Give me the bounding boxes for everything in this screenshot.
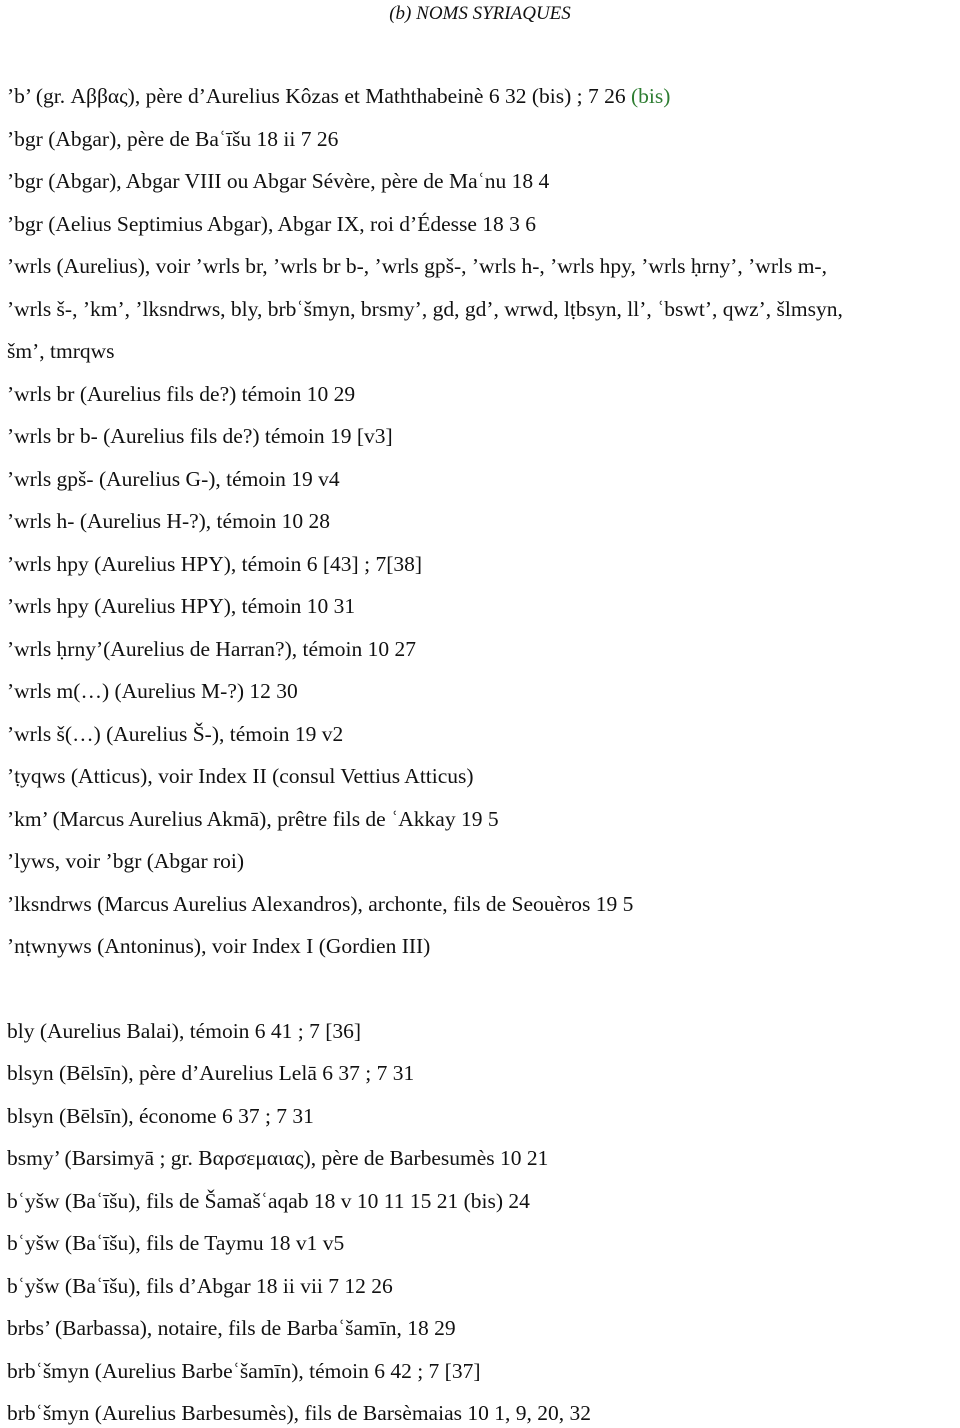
index-entry: brbʿšmyn (Aurelius Barbesumès), fils de Barsèmaias 10 1, 9, 20, 32 — [7, 1401, 591, 1425]
index-entry: ’wrls (Aurelius), voir ’wrls br, ’wrls br b-, ’wrls gpš-, ’wrls h-, ’wrls hpy, ’wrls ḥrny’, ’wrls m-, — [7, 254, 827, 278]
bis-note: (bis) — [630, 84, 671, 108]
index-entry: ’nṭwnyws (Antoninus), voir Index I (Gordien III) — [7, 934, 431, 958]
index-entry: brbs’ (Barbassa), notaire, fils de Barbaʿšamīn, 18 29 — [7, 1316, 456, 1340]
index-entry: ’ṭyqws (Atticus), voir Index II (consul Vettius Atticus) — [7, 764, 474, 788]
index-entry: ’lksndrws (Marcus Aurelius Alexandros), archonte, fils de Seouèros 19 5 — [7, 892, 634, 916]
index-entry: bsmy’ (Barsimyā ; gr. Βαρσεμαιας), père de Barbesumès 10 21 — [7, 1146, 549, 1170]
index-entry: ’wrls hpy (Aurelius HPY), témoin 6 [43] ; 7[38] — [7, 552, 423, 576]
index-entry: ’wrls br b- (Aurelius fils de?) témoin 19 [v3] — [7, 424, 393, 448]
index-entry: brbʿšmyn (Aurelius Barbeʿšamīn), témoin 6 42 ; 7 [37] — [7, 1359, 481, 1383]
index-entry: ’wrls br (Aurelius fils de?) témoin 10 29 — [7, 382, 356, 406]
index-entry: blsyn (Bēlsīn), économe 6 37 ; 7 31 — [7, 1104, 314, 1128]
index-entry: ’bgr (Abgar), père de Baʿīšu 18 ii 7 26 — [7, 127, 339, 151]
index-entry: ’b’ (gr. Αββας), père d’Aurelius Kôzas et Maththabeinè 6 32 (bis) ; 7 26 (bis) — [7, 84, 671, 108]
index-entry: ’wrls š-, ’km’, ’lksndrws, bly, brbʿšmyn, brsmy’, gd, gd’, wrwd, lṭbsyn, ll’, ʿbswt’, qwz’, šlmsyn, — [7, 297, 843, 321]
section-header — [0, 2, 960, 26]
section-header-small-caps: OMS SYRIAQUES — [428, 3, 571, 24]
index-entry: šm’, tmrqws — [7, 339, 115, 363]
index-entry: bʿyšw (Baʿīšu), fils d’Abgar 18 ii vii 7 12 26 — [7, 1274, 393, 1298]
section-header-prefix: (b) N — [389, 3, 429, 24]
index-entry: ’wrls gpš- (Aurelius G-), témoin 19 v4 — [7, 467, 340, 491]
index-entry: ’km’ (Marcus Aurelius Akmā), prêtre fils de ʿAkkay 19 5 — [7, 807, 499, 831]
index-entry: ’lyws, voir ’bgr (Abgar roi) — [7, 849, 245, 873]
index-entry: blsyn (Bēlsīn), père d’Aurelius Lelā 6 37 ; 7 31 — [7, 1061, 415, 1085]
index-entry: ’wrls š(…) (Aurelius Š-), témoin 19 v2 — [7, 722, 344, 746]
index-entry: ’wrls m(…) (Aurelius M-?) 12 30 — [7, 679, 298, 703]
index-entry: ’wrls ḥrny’(Aurelius de Harran?), témoin 10 27 — [7, 637, 416, 661]
index-entry: bly (Aurelius Balai), témoin 6 41 ; 7 [36] — [7, 1019, 362, 1043]
index-entry: ’wrls h- (Aurelius H-?), témoin 10 28 — [7, 509, 331, 533]
index-entry: bʿyšw (Baʿīšu), fils de Šamašʿaqab 18 v 10 11 15 21 (bis) 24 — [7, 1189, 530, 1213]
index-entry: ’wrls hpy (Aurelius HPY), témoin 10 31 — [7, 594, 356, 618]
index-entry: ’bgr (Aelius Septimius Abgar), Abgar IX, roi d’Édesse 18 3 6 — [7, 212, 537, 236]
index-entry: bʿyšw (Baʿīšu), fils de Taymu 18 v1 v5 — [7, 1231, 345, 1255]
index-entry: ’bgr (Abgar), Abgar VIII ou Abgar Sévère, père de Maʿnu 18 4 — [7, 169, 550, 193]
